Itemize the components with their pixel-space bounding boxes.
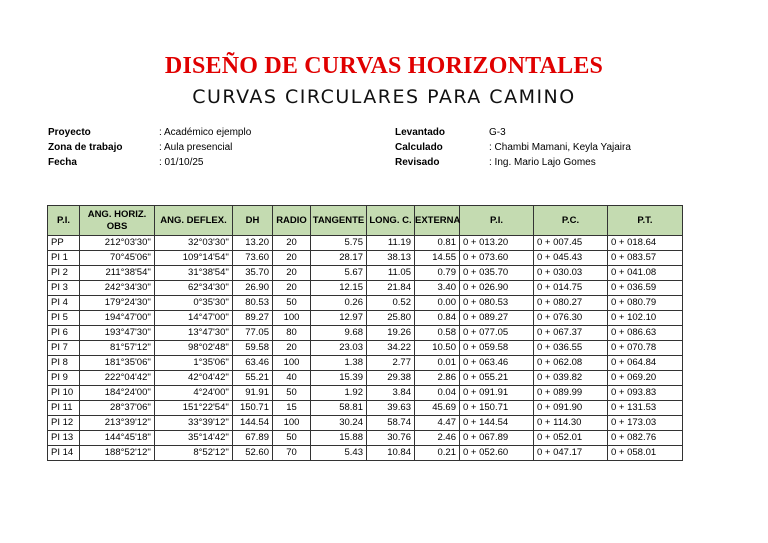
- table-cell: 0 + 173.03: [608, 416, 683, 431]
- table-cell: 150.71: [233, 401, 273, 416]
- table-row: [48, 296, 683, 311]
- table-cell: PI 4: [48, 296, 80, 311]
- table-cell: 2.46: [415, 431, 460, 446]
- col-header: ANG. HORIZ. OBS: [80, 206, 155, 236]
- col-header: LONG. C.: [367, 206, 415, 236]
- table-cell: 98°02'48'': [155, 341, 233, 356]
- table-cell: 0 + 052.60: [460, 446, 534, 461]
- table-cell: PI 7: [48, 341, 80, 356]
- table-cell: 3.40: [415, 281, 460, 296]
- info-label: Zona de trabajo: [48, 142, 123, 153]
- table-cell: 26.90: [233, 281, 273, 296]
- table-cell: 58.74: [367, 416, 415, 431]
- table-cell: 32°03'30'': [155, 236, 233, 251]
- table-cell: 11.05: [367, 266, 415, 281]
- table-cell: 58.81: [311, 401, 367, 416]
- col-header: EXTERNA: [415, 206, 460, 236]
- table-cell: 0 + 144.54: [460, 416, 534, 431]
- table-cell: PI 5: [48, 311, 80, 326]
- table-cell: 109°14'54'': [155, 251, 233, 266]
- table-cell: 0.52: [367, 296, 415, 311]
- table-cell: 222°04'42'': [80, 371, 155, 386]
- table-cell: 12.15: [311, 281, 367, 296]
- info-label: Proyecto: [48, 127, 91, 138]
- table-cell: PI 13: [48, 431, 80, 446]
- table-cell: 11.19: [367, 236, 415, 251]
- table-cell: 0.58: [415, 326, 460, 341]
- table-cell: 70: [273, 446, 311, 461]
- table-cell: 181°35'06'': [80, 356, 155, 371]
- table-cell: 20: [273, 281, 311, 296]
- table-cell: 19.26: [367, 326, 415, 341]
- table-cell: PI 12: [48, 416, 80, 431]
- table-cell: 0 + 089.27: [460, 311, 534, 326]
- table-cell: 0 + 091.90: [534, 401, 608, 416]
- table-cell: 13.20: [233, 236, 273, 251]
- table-cell: 35.70: [233, 266, 273, 281]
- table-row: [48, 326, 683, 341]
- table-cell: 0 + 052.01: [534, 431, 608, 446]
- table-cell: 184°24'00'': [80, 386, 155, 401]
- table-cell: 0 + 069.20: [608, 371, 683, 386]
- page-title: DISEÑO DE CURVAS HORIZONTALES: [164, 53, 604, 79]
- table-row: [48, 371, 683, 386]
- table-cell: 4°24'00'': [155, 386, 233, 401]
- table-cell: 0.00: [415, 296, 460, 311]
- table-cell: 193°47'30'': [80, 326, 155, 341]
- table-cell: 45.69: [415, 401, 460, 416]
- table-cell: 0 + 055.21: [460, 371, 534, 386]
- table-row: [48, 416, 683, 431]
- table-cell: 8°52'12'': [155, 446, 233, 461]
- table-cell: 0 + 036.59: [608, 281, 683, 296]
- table-row: [48, 431, 683, 446]
- table-row: [48, 401, 683, 416]
- table-cell: 1°35'06'': [155, 356, 233, 371]
- table-cell: 0 + 030.03: [534, 266, 608, 281]
- table-cell: 0 + 014.75: [534, 281, 608, 296]
- info-value: G-3: [489, 127, 506, 138]
- table-cell: 50: [273, 296, 311, 311]
- info-value: : Aula presencial: [159, 142, 233, 153]
- table-cell: 39.63: [367, 401, 415, 416]
- table-cell: 0 + 150.71: [460, 401, 534, 416]
- table-cell: 0 + 064.84: [608, 356, 683, 371]
- table-cell: 0 + 093.83: [608, 386, 683, 401]
- page-subtitle: CURVAS CIRCULARES PARA CAMINO: [192, 86, 576, 108]
- col-header: P.C.: [534, 206, 608, 236]
- table-cell: 0 + 067.37: [534, 326, 608, 341]
- table-cell: 67.89: [233, 431, 273, 446]
- table-cell: 52.60: [233, 446, 273, 461]
- table-cell: 13°47'30'': [155, 326, 233, 341]
- table-cell: 38.13: [367, 251, 415, 266]
- table-cell: 15.88: [311, 431, 367, 446]
- table-cell: 14°47'00'': [155, 311, 233, 326]
- table-cell: 188°52'12'': [80, 446, 155, 461]
- table-cell: 77.05: [233, 326, 273, 341]
- table-cell: 42°04'42'': [155, 371, 233, 386]
- table-cell: 212°03'30'': [80, 236, 155, 251]
- table-cell: 0 + 091.91: [460, 386, 534, 401]
- table-cell: 0 + 077.05: [460, 326, 534, 341]
- col-header: P.I.: [48, 206, 80, 236]
- table-cell: PI 10: [48, 386, 80, 401]
- table-cell: 0 + 102.10: [608, 311, 683, 326]
- col-header: TANGENTE: [311, 206, 367, 236]
- table-cell: 0.84: [415, 311, 460, 326]
- table-cell: 20: [273, 266, 311, 281]
- info-row-zone: [48, 140, 251, 155]
- table-cell: 1.38: [311, 356, 367, 371]
- table-cell: 70°45'06'': [80, 251, 155, 266]
- table-cell: 23.03: [311, 341, 367, 356]
- table-cell: 9.68: [311, 326, 367, 341]
- info-row-reviewed: [395, 155, 631, 170]
- table-cell: PI 14: [48, 446, 80, 461]
- table-cell: 10.50: [415, 341, 460, 356]
- table-cell: 0 + 063.46: [460, 356, 534, 371]
- col-header: DH: [233, 206, 273, 236]
- table-cell: 100: [273, 416, 311, 431]
- table-cell: 0 + 059.58: [460, 341, 534, 356]
- table-cell: 0 + 013.20: [460, 236, 534, 251]
- table-cell: 0 + 070.78: [608, 341, 683, 356]
- table-cell: 81°57'12'': [80, 341, 155, 356]
- table-cell: 0 + 039.82: [534, 371, 608, 386]
- table-cell: 0 + 080.27: [534, 296, 608, 311]
- table-cell: 0 + 114.30: [534, 416, 608, 431]
- table-cell: PI 8: [48, 356, 80, 371]
- info-value: : 01/10/25: [159, 157, 204, 168]
- info-row-project: [48, 125, 251, 140]
- table-row: [48, 251, 683, 266]
- table-cell: 20: [273, 251, 311, 266]
- table-cell: PI 6: [48, 326, 80, 341]
- table-cell: 5.75: [311, 236, 367, 251]
- table-cell: 55.21: [233, 371, 273, 386]
- table-cell: PI 11: [48, 401, 80, 416]
- table-cell: 0 + 036.55: [534, 341, 608, 356]
- table-row: [48, 446, 683, 461]
- table-row: [48, 266, 683, 281]
- table-cell: 33°39'12'': [155, 416, 233, 431]
- table-cell: 0.26: [311, 296, 367, 311]
- table-cell: PI 9: [48, 371, 80, 386]
- table-cell: 20: [273, 341, 311, 356]
- table-cell: 30.24: [311, 416, 367, 431]
- table-cell: 0 + 047.17: [534, 446, 608, 461]
- table-cell: 10.84: [367, 446, 415, 461]
- table-header-row: [48, 206, 683, 236]
- table-cell: 0 + 045.43: [534, 251, 608, 266]
- table-cell: 242°34'30'': [80, 281, 155, 296]
- table-cell: 0 + 089.99: [534, 386, 608, 401]
- table-cell: 0.81: [415, 236, 460, 251]
- info-value: : Ing. Mario Lajo Gomes: [489, 157, 596, 168]
- table-cell: 31°38'54'': [155, 266, 233, 281]
- info-label: Fecha: [48, 157, 77, 168]
- table-cell: 144°45'18'': [80, 431, 155, 446]
- table-cell: 0.79: [415, 266, 460, 281]
- table-cell: 34.22: [367, 341, 415, 356]
- table-cell: 15: [273, 401, 311, 416]
- table-row: [48, 356, 683, 371]
- table-cell: PI 1: [48, 251, 80, 266]
- table-body: [48, 236, 683, 461]
- table-cell: 50: [273, 386, 311, 401]
- table-row: [48, 311, 683, 326]
- table-cell: 35°14'42'': [155, 431, 233, 446]
- table-cell: 59.58: [233, 341, 273, 356]
- table-row: [48, 386, 683, 401]
- table-cell: 151°22'54'': [155, 401, 233, 416]
- table-cell: 213°39'12'': [80, 416, 155, 431]
- table-cell: 0 + 080.79: [608, 296, 683, 311]
- table-cell: 28°37'06'': [80, 401, 155, 416]
- table-cell: 0 + 083.57: [608, 251, 683, 266]
- info-value: : Chambi Mamani, Keyla Yajaira: [489, 142, 631, 153]
- table-cell: 15.39: [311, 371, 367, 386]
- table-cell: 0 + 076.30: [534, 311, 608, 326]
- table-cell: 63.46: [233, 356, 273, 371]
- col-header: RADIO: [273, 206, 311, 236]
- table-cell: 2.77: [367, 356, 415, 371]
- table-cell: 91.91: [233, 386, 273, 401]
- table-cell: 5.67: [311, 266, 367, 281]
- table-cell: 0 + 080.53: [460, 296, 534, 311]
- table-cell: 0.04: [415, 386, 460, 401]
- table-row: [48, 281, 683, 296]
- table-cell: 0 + 026.90: [460, 281, 534, 296]
- table-cell: 30.76: [367, 431, 415, 446]
- table-cell: 100: [273, 356, 311, 371]
- table-cell: 2.86: [415, 371, 460, 386]
- curves-table: [47, 205, 683, 461]
- table-cell: 0.01: [415, 356, 460, 371]
- table-cell: 211°38'54'': [80, 266, 155, 281]
- table-cell: 25.80: [367, 311, 415, 326]
- project-info-left: [48, 125, 251, 170]
- table-cell: 4.47: [415, 416, 460, 431]
- table-cell: 0 + 086.63: [608, 326, 683, 341]
- table-cell: 0 + 058.01: [608, 446, 683, 461]
- table-cell: 50: [273, 431, 311, 446]
- table-cell: 0.21: [415, 446, 460, 461]
- table-cell: 0 + 007.45: [534, 236, 608, 251]
- table-cell: 3.84: [367, 386, 415, 401]
- table-row: [48, 341, 683, 356]
- table-cell: 100: [273, 311, 311, 326]
- table-cell: 80: [273, 326, 311, 341]
- table-cell: 0 + 131.53: [608, 401, 683, 416]
- table-cell: 0 + 018.64: [608, 236, 683, 251]
- table-cell: 0 + 062.08: [534, 356, 608, 371]
- table-cell: PI 2: [48, 266, 80, 281]
- col-header: ANG. DEFLEX.: [155, 206, 233, 236]
- col-header: P.I.: [460, 206, 534, 236]
- table-cell: 14.55: [415, 251, 460, 266]
- table-cell: 179°24'30'': [80, 296, 155, 311]
- info-value: : Académico ejemplo: [159, 127, 252, 138]
- project-info-right: [395, 125, 631, 170]
- table-cell: 5.43: [311, 446, 367, 461]
- table-cell: 0 + 073.60: [460, 251, 534, 266]
- info-label: Levantado: [395, 127, 446, 138]
- table-cell: 21.84: [367, 281, 415, 296]
- table-cell: 194°47'00'': [80, 311, 155, 326]
- info-label: Revisado: [395, 157, 440, 168]
- table-cell: 28.17: [311, 251, 367, 266]
- table-cell: 0 + 082.76: [608, 431, 683, 446]
- table-cell: 0 + 067.89: [460, 431, 534, 446]
- info-row-calculated: [395, 140, 631, 155]
- table-row: [48, 236, 683, 251]
- table-cell: 62°34'30'': [155, 281, 233, 296]
- table-cell: PP: [48, 236, 80, 251]
- col-header: P.T.: [608, 206, 683, 236]
- info-row-date: [48, 155, 251, 170]
- info-label: Calculado: [395, 142, 443, 153]
- table-cell: 40: [273, 371, 311, 386]
- table-cell: 29.38: [367, 371, 415, 386]
- info-row-surveyed: [395, 125, 631, 140]
- table-cell: 1.92: [311, 386, 367, 401]
- table-cell: 73.60: [233, 251, 273, 266]
- table-cell: 0 + 035.70: [460, 266, 534, 281]
- table-cell: 80.53: [233, 296, 273, 311]
- table-cell: 89.27: [233, 311, 273, 326]
- table-cell: 20: [273, 236, 311, 251]
- table-cell: 12.97: [311, 311, 367, 326]
- table-cell: PI 3: [48, 281, 80, 296]
- table-cell: 0°35'30'': [155, 296, 233, 311]
- table-cell: 0 + 041.08: [608, 266, 683, 281]
- table-cell: 144.54: [233, 416, 273, 431]
